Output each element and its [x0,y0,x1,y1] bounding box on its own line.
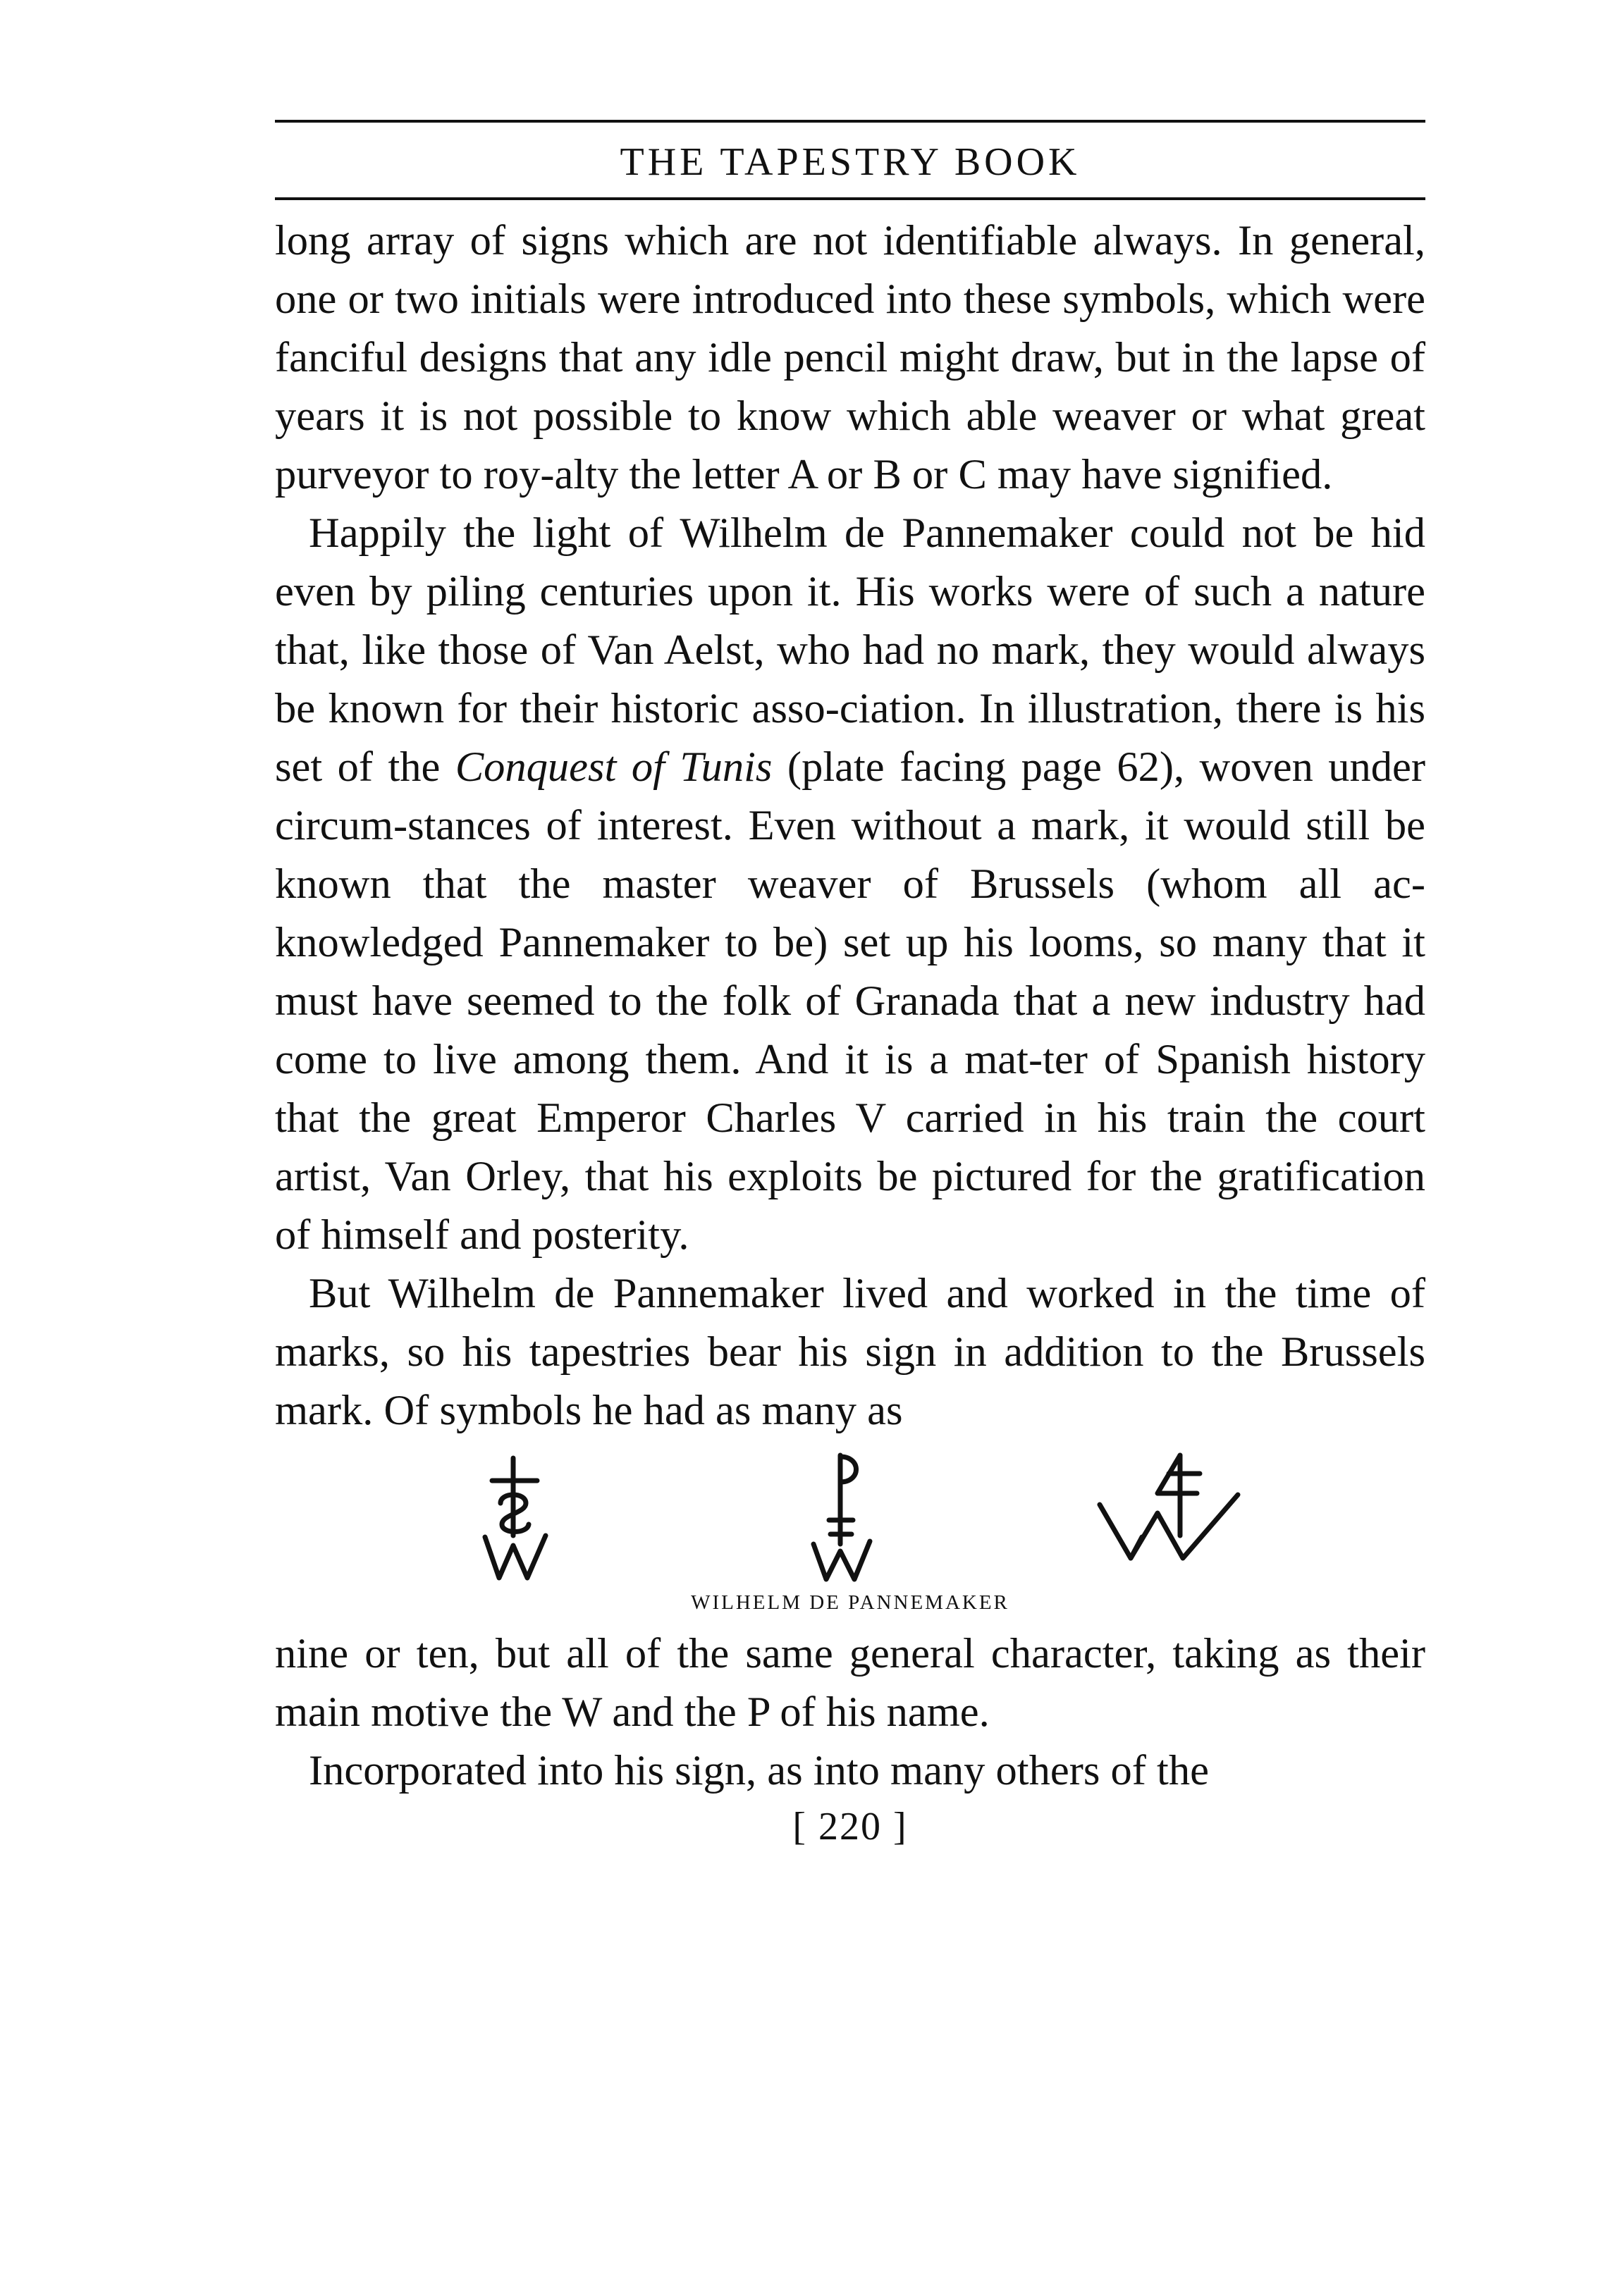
figure-caption: WILHELM DE PANNEMAKER [691,1591,1009,1614]
pannemaker-mark-four-icon [1093,1452,1255,1586]
pannemaker-marks-figure [275,1452,1425,1622]
paragraph-5: Incorporated into his sign, as into many others of the [309,1747,1209,1794]
body-text [275,211,1425,1800]
paragraph-3: But Wilhelm de Pannemaker lived and worked in the time of marks, so his tapestries bear his sign in addition to the Brussels mark. Of symbols he had as many as [275,1270,1425,1434]
paragraph-2-end: (plate facing page 62), woven under circum-stances of interest. Even without a mark, it would still be known that the master weaver of Brussels (whom all ac-knowledged Pannemaker to be) set up his looms, so many that it must have seemed to the folk of Granada that a new industry had come to live among them. And it is a mat-ter of Spanish history that the great Emperor Charles V carried in his train the court artist, Van Orley, that his exploits be pictured for the gratification of himself and posterity. [275,743,1426,1259]
title-conquest-of-tunis: Conquest of Tunis [455,743,773,791]
paragraph-4: nine or ten, but all of the same general character, taking as their main motive the W and the P of his name. [275,1630,1425,1736]
page-number: [ 220 ] [792,1805,908,1848]
header-rule [275,197,1425,200]
paragraph-2-start: Happily the light of Wilhelm de Pannemaker could not be hid even by piling centuries upon it. His works were of such a nature that, like those of Van Aelst, who had no mark, they would always be known for their historic asso-ciation. In illustration, there is his set of the [275,510,1425,791]
pannemaker-mark-p-icon [797,1452,888,1586]
paragraph-2 [275,504,1425,1264]
pannemaker-mark-cross-icon [472,1452,564,1586]
running-head: THE TAPESTRY BOOK [620,140,1081,184]
paragraph-1: long array of signs which are not identifiable always. In general, one or two initials were introduced into these symbols, which were fanciful designs that any idle pencil might draw, but in the lapse of years it is not possible to know which able weaver or what great purveyor to roy-alty the letter A or B or C may have signified. [275,217,1425,498]
book-page [275,120,1425,1849]
